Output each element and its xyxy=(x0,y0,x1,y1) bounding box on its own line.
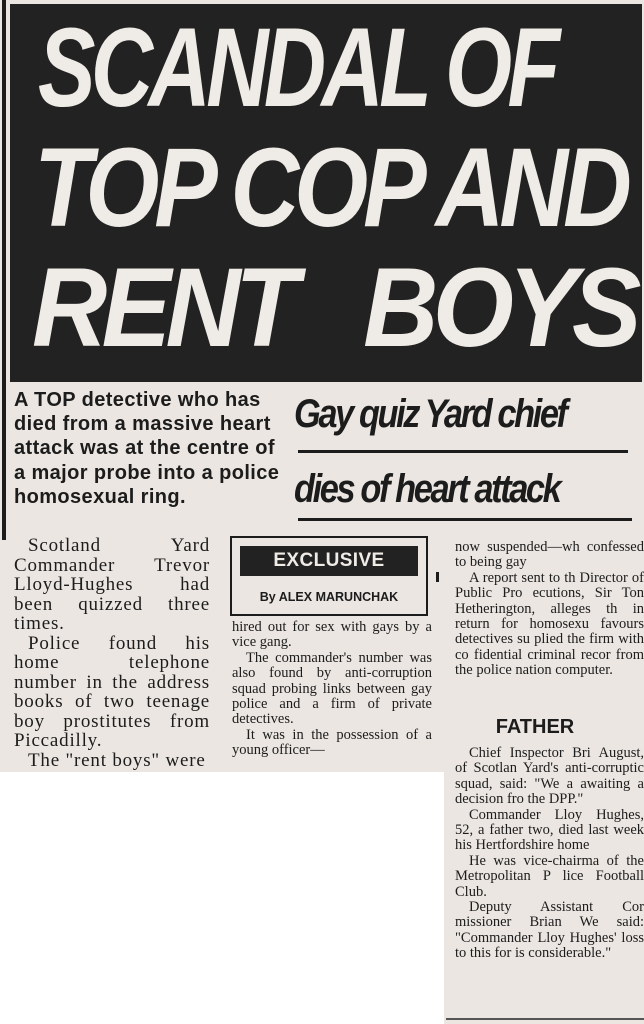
subheadline-line-1: Gay quiz Yard chief xyxy=(294,392,566,436)
paragraph: A report sent to th Director of Public Pro ecutions, Sir Ton Hetherington, alleges th in return for homosexu favours detectives su plied the firm with co fidential criminal recor from the police nation computer. xyxy=(455,569,644,679)
headline-line-2: TOP COP AND xyxy=(34,125,627,250)
paragraph: The "rent boys" were xyxy=(28,749,206,771)
paragraph: Commander Lloy Hughes, 52, a father two, died last week his Hertfordshire home xyxy=(455,806,644,854)
paragraph: Scotland Yard Commander Trevor Lloyd-Hughes had been quizzed three times. xyxy=(14,535,210,634)
paragraph: Police found his home telephone number in the address books of two teenage boy prostitutes from Piccadilly. xyxy=(14,632,210,751)
exclusive-box xyxy=(230,536,428,616)
bottom-rule xyxy=(446,1018,644,1020)
article-column-1 xyxy=(14,536,210,770)
headline-line-1: SCANDAL OF xyxy=(38,5,556,130)
paragraph: He was vice-chairma of the Metropolitan P lice Football Club. xyxy=(455,852,644,900)
paragraph: It was in the possession of a young officer— xyxy=(232,726,432,759)
subheadline-line-2: dies of heart attack xyxy=(294,467,560,511)
article-column-2 xyxy=(232,620,432,759)
subheadline-rule xyxy=(298,518,632,521)
paragraph: Chief Inspector Bri August, of Scotlan Yard's anti-corruptic squad, said: "We a awaiting a decision fro the DPP." xyxy=(455,746,644,808)
paragraph: now suspended—wh confessed to being gay xyxy=(455,540,644,571)
paragraph: hired out for sex with gays by a vice gang. xyxy=(232,619,432,651)
exclusive-tag: EXCLUSIVE xyxy=(240,546,418,576)
intro-paragraph: A TOP detective who has died from a massive heart attack was at the centre of a major probe into a police homosexual ring. xyxy=(14,389,280,508)
article-column-3 xyxy=(455,540,644,679)
subheadline-rule xyxy=(298,450,628,453)
crosshead: FATHER xyxy=(495,716,575,738)
article-column-3-continued xyxy=(455,746,644,962)
column-rule xyxy=(2,0,6,540)
headline-line-3: RENT BOYS xyxy=(32,245,636,370)
byline: By ALEX MARUNCHAK xyxy=(259,590,399,604)
paragraph: Deputy Assistant Cor missioner Brian We said: "Commander Lloy Hughes' loss to this for is considerable." xyxy=(455,899,644,962)
paragraph: The commander's number was also found by anti-corruption squad probing links between gay police and a firm of private detectives. xyxy=(232,649,432,728)
headline-banner xyxy=(10,4,642,382)
column-marker xyxy=(436,572,439,582)
